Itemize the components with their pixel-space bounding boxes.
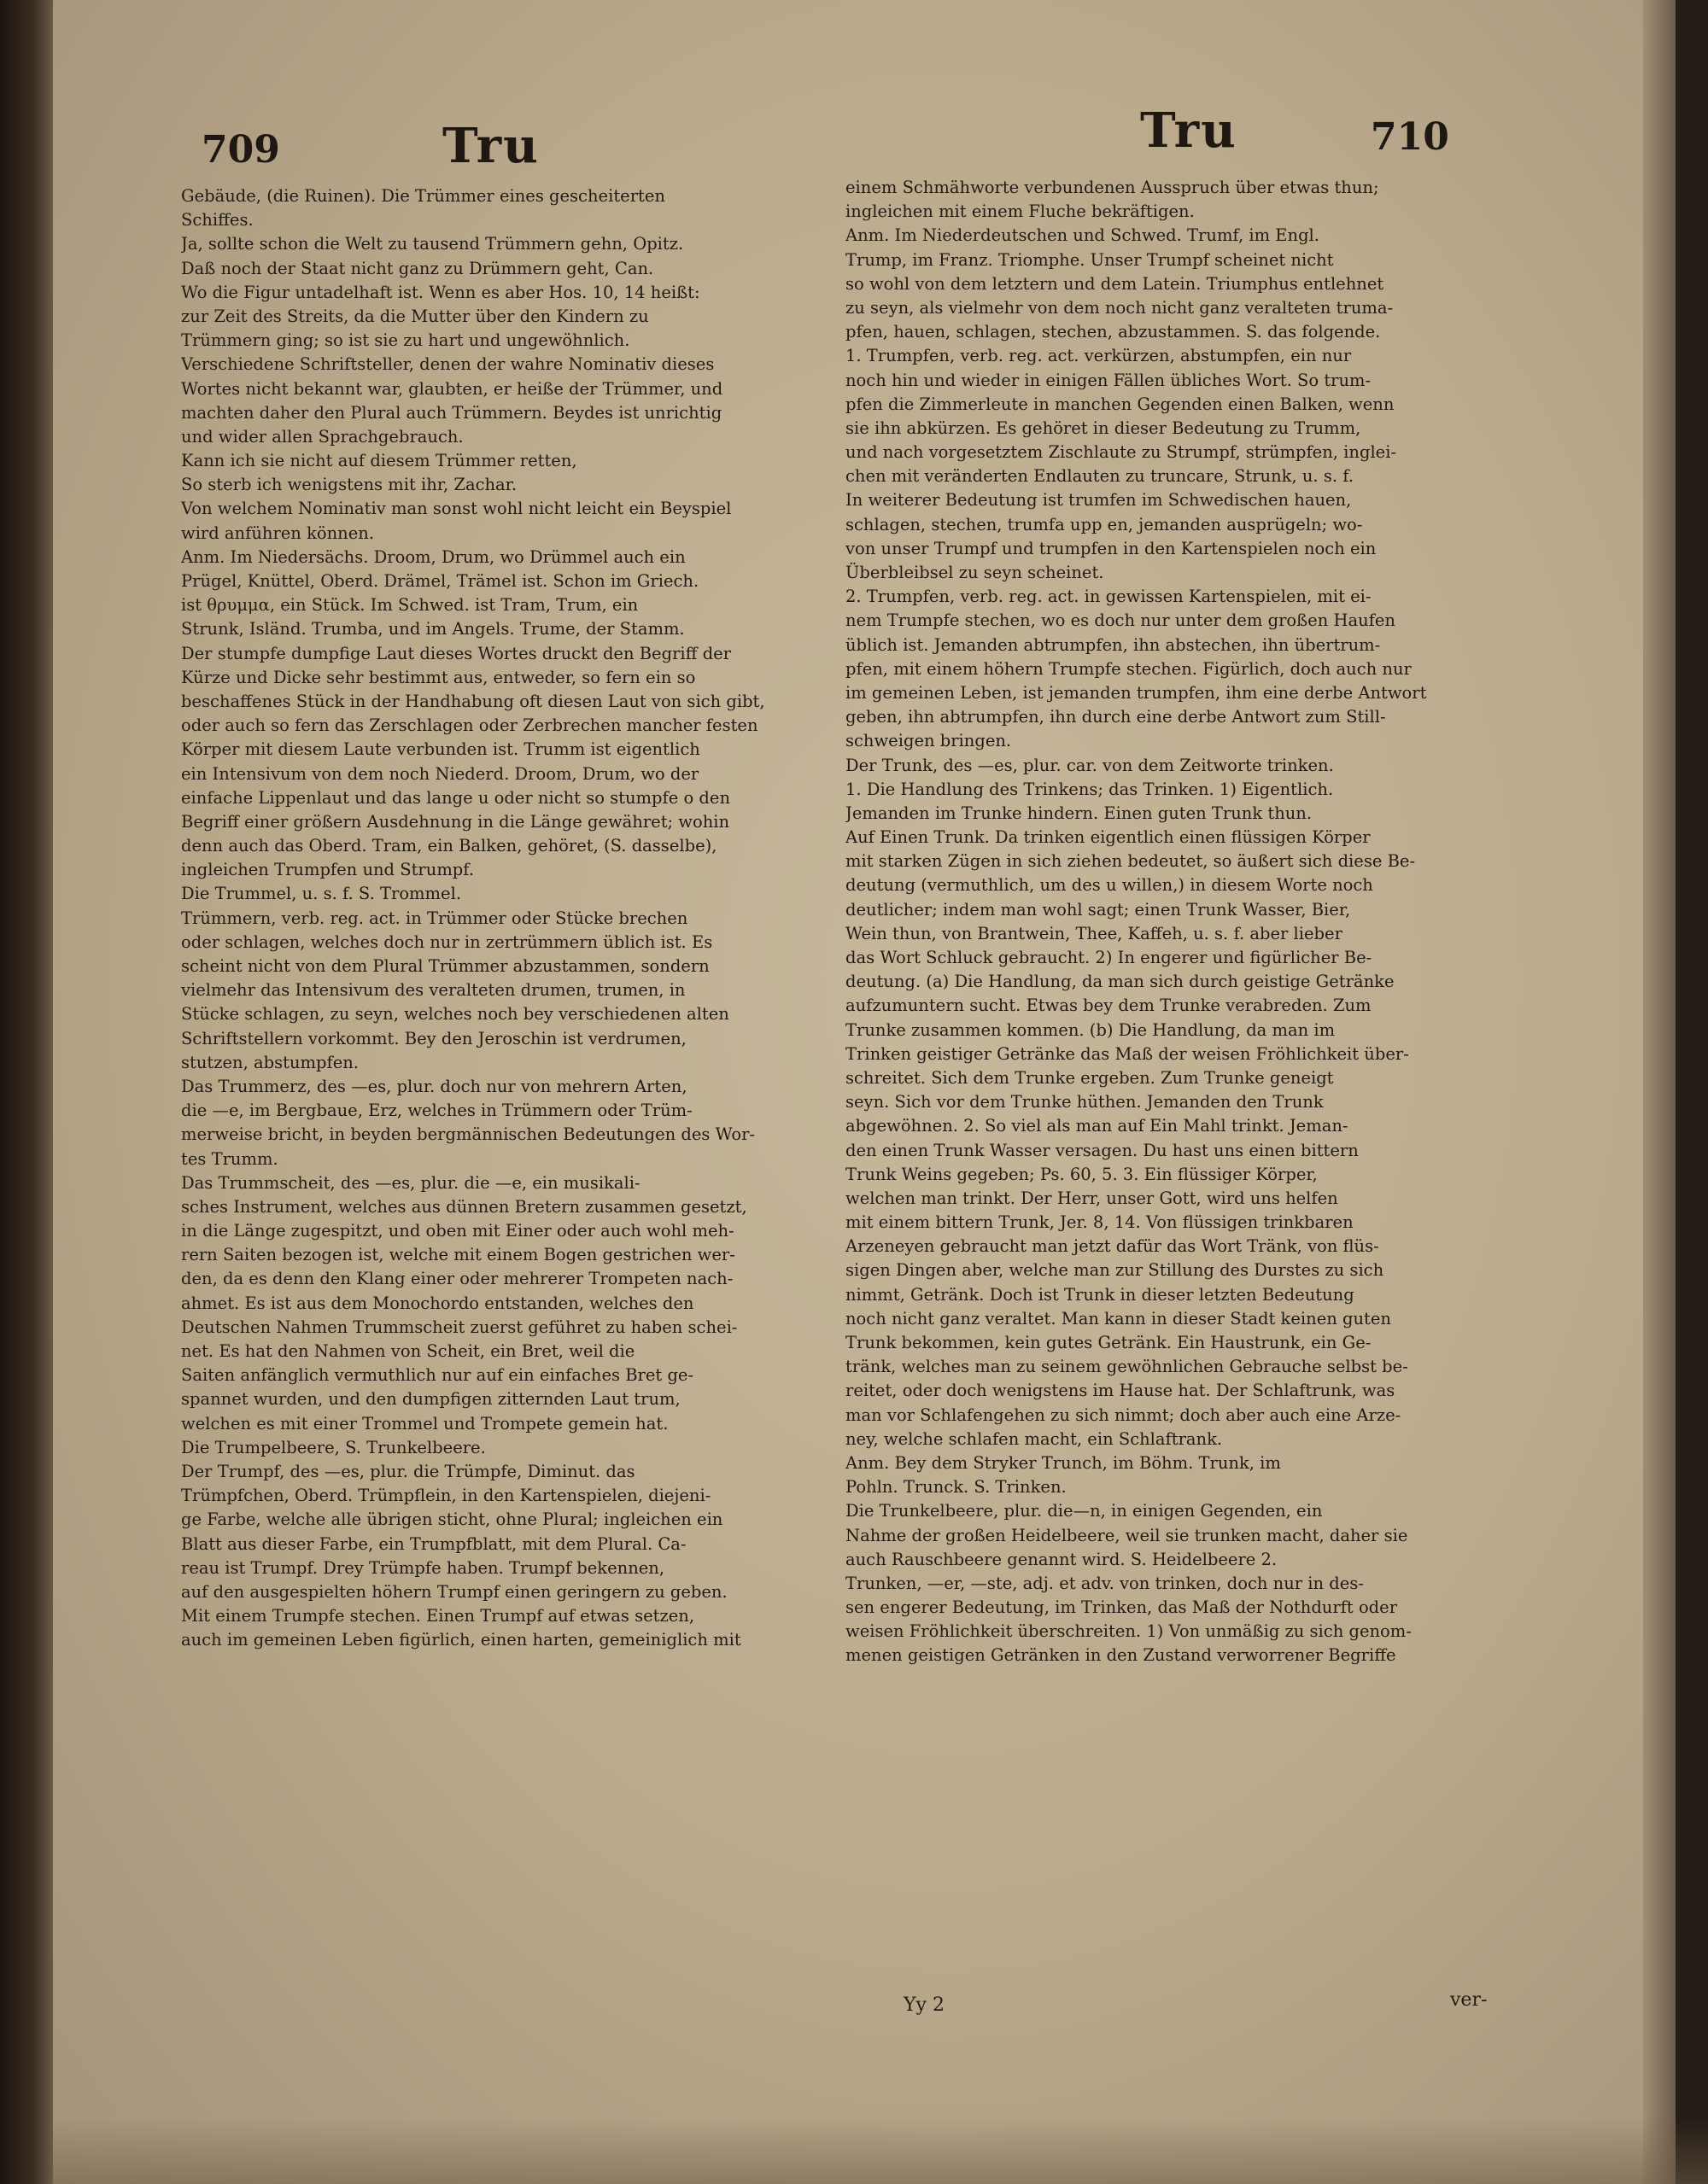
text-line: Trümmern, verb. reg. act. in Trümmer oder Stücke brechen xyxy=(181,908,688,928)
text-line: Anm. Im Niedersächs. Droom, Drum, wo Drümmel auch ein xyxy=(181,546,686,567)
text-line: Von welchem Nominativ man sonst wohl nicht leicht ein Beyspiel xyxy=(181,499,732,519)
text-line: auf den ausgespielten höhern Trumpf einen geringern zu geben. xyxy=(181,1581,728,1602)
text-line: auch Rauschbeere genannt wird. S. Heidelbeere 2. xyxy=(845,1549,1278,1569)
text-line: Wein thun, von Brantwein, Thee, Kaffeh, u. s. f. aber lieber xyxy=(845,923,1342,943)
text-line: pfen die Zimmerleute in manchen Gegenden einen Balken, wenn xyxy=(845,394,1395,414)
text-line: Jemanden im Trunke hindern. Einen guten Trunk thun. xyxy=(845,803,1313,823)
text-line: reau ist Trumpf. Drey Trümpfe haben. Trumpf bekennen, xyxy=(181,1557,665,1578)
text-line: Körper mit diesem Laute verbunden ist. Trumm ist eigentlich xyxy=(181,739,700,760)
text-line: Wo die Figur untadelhaft ist. Wenn es aber Hos. 10, 14 heißt: xyxy=(181,282,700,302)
text-line: Wortes nicht bekannt war, glaubten, er heiße der Trümmer, und xyxy=(181,378,723,399)
text-line: Trunken, —er, —ste, adj. et adv. von trinken, doch nur in des- xyxy=(845,1573,1364,1593)
text-line: schlagen, stechen, trumfa upp en, jemanden ausprügeln; wo- xyxy=(845,514,1363,534)
text-line: welchen man trinkt. Der Herr, unser Gott, wird uns helfen xyxy=(845,1188,1338,1208)
text-line: Strunk, Isländ. Trumba, und im Angels. Trume, der Stamm. xyxy=(181,619,685,639)
text-line: Arzeneyen gebraucht man jetzt dafür das Wort Tränk, von flüs- xyxy=(845,1236,1379,1257)
right-running-head: Tru xyxy=(1140,102,1237,159)
text-line: seyn. Sich vor dem Trunke hüthen. Jemanden den Trunk xyxy=(845,1092,1324,1112)
text-line: man vor Schlafengehen zu sich nimmt; doch aber auch eine Arze- xyxy=(845,1404,1401,1425)
text-line: Ja, sollte schon die Welt zu tausend Trümmern gehn, Opitz. xyxy=(181,234,684,254)
text-line: Trump, im Franz. Triomphe. Unser Trumpf scheinet nicht xyxy=(845,249,1334,270)
text-line: reitet, oder doch wenigstens im Hause hat. Der Schlaftrunk, was xyxy=(845,1381,1395,1401)
text-line: weisen Fröhlichkeit überschreiten. 1) Von unmäßig zu sich genom- xyxy=(845,1621,1412,1642)
text-line: chen mit veränderten Endlauten zu truncare, Strunk, u. s. f. xyxy=(845,466,1354,487)
catchword: ver- xyxy=(1450,1989,1488,2011)
signature-mark: Yy 2 xyxy=(904,1994,945,2016)
text-line: Die Trummel, u. s. f. S. Trommel. xyxy=(181,884,462,904)
text-line: Auf Einen Trunk. Da trinken eigentlich einen flüssigen Körper xyxy=(845,827,1371,848)
left-text-column xyxy=(181,184,839,1652)
text-line: Schriftstellern vorkommt. Bey den Jeroschin ist verdrumen, xyxy=(181,1028,687,1048)
text-line: Kürze und Dicke sehr bestimmt aus, entweder, so fern ein so xyxy=(181,667,696,687)
text-line: merweise bricht, in beyden bergmännischen Bedeutungen des Wor- xyxy=(181,1124,755,1145)
text-line: nem Trumpfe stechen, wo es doch nur unter dem großen Haufen xyxy=(845,610,1395,631)
text-line: nimmt, Getränk. Doch ist Trunk in dieser letzten Bedeutung xyxy=(845,1284,1354,1305)
text-line: Anm. Bey dem Stryker Trunch, im Böhm. Trunk, im xyxy=(845,1452,1281,1473)
text-line: In weiterer Bedeutung ist trumfen im Schwedischen hauen, xyxy=(845,490,1352,511)
text-line: Die Trunkelbeere, plur. die—n, in einigen Gegenden, ein xyxy=(845,1501,1323,1521)
text-line: üblich ist. Jemanden abtrumpfen, ihn abstechen, ihn übertrum- xyxy=(845,634,1381,655)
text-line: vielmehr das Intensivum des veralteten drumen, trumen, in xyxy=(181,980,686,1001)
text-line: Begriff einer größern Ausdehnung in die Länge gewähret; wohin xyxy=(181,811,730,832)
text-line: Daß noch der Staat nicht ganz zu Drümmern geht, Can. xyxy=(181,258,654,278)
text-line: Trunk bekommen, kein gutes Getränk. Ein Haustrunk, ein Ge- xyxy=(845,1333,1372,1352)
text-line: 1. Trumpfen, verb. reg. act. verkürzen, abstumpfen, ein nur xyxy=(845,346,1352,366)
text-line: Der Trumpf, des —es, plur. die Trümpfe, Diminut. das xyxy=(181,1461,635,1481)
text-line: im gemeinen Leben, ist jemanden trumpfen, ihm eine derbe Antwort xyxy=(845,682,1427,703)
text-line: stutzen, abstumpfen. xyxy=(181,1052,360,1072)
text-line: Pohln. Trunck. S. Trinken. xyxy=(845,1477,1067,1498)
text-line: einfache Lippenlaut und das lange u oder nicht so stumpfe o den xyxy=(181,787,731,808)
text-line: zur Zeit des Streits, da die Mutter über den Kindern zu xyxy=(181,306,649,326)
text-line: einem Schmähworte verbundenen Ausspruch über etwas thun; xyxy=(845,178,1379,197)
text-line: scheint nicht von dem Plural Trümmer abzustammen, sondern xyxy=(181,956,710,976)
text-line: und nach vorgesetztem Zischlaute zu Strumpf, strümpfen, inglei- xyxy=(845,442,1397,463)
left-running-head: Tru xyxy=(442,118,540,174)
text-line: pfen, mit einem höhern Trumpfe stechen. Figürlich, doch auch nur xyxy=(845,658,1412,679)
text-line: Saiten anfänglich vermuthlich nur auf ein einfaches Bret ge- xyxy=(181,1365,694,1386)
text-line: schweigen bringen. xyxy=(845,731,1012,751)
text-line: 2. Trumpfen, verb. reg. act. in gewissen Kartenspielen, mit ei- xyxy=(845,587,1372,607)
text-line: auch im gemeinen Leben figürlich, einen harten, gemeiniglich mit xyxy=(181,1630,741,1650)
text-line: sches Instrument, welches aus dünnen Bretern zusammen gesetzt, xyxy=(181,1196,747,1217)
text-line: wird anführen können. xyxy=(181,523,375,543)
text-line: Prügel, Knüttel, Oberd. Drämel, Trämel ist. Schon im Griech. xyxy=(181,571,699,591)
text-line: die —e, im Bergbaue, Erz, welches in Trümmern oder Trüm- xyxy=(181,1101,693,1121)
text-line: und wider allen Sprachgebrauch. xyxy=(181,426,464,447)
text-line: denn auch das Oberd. Tram, ein Balken, gehöret, (S. dasselbe), xyxy=(181,836,717,856)
text-line: mit starken Zügen in sich ziehen bedeutet, so äußert sich diese Be- xyxy=(845,851,1416,872)
text-line: ge Farbe, welche alle übrigen sticht, ohne Plural; ingleichen ein xyxy=(181,1510,723,1530)
text-line: den, da es denn den Klang einer oder mehrerer Trompeten nach- xyxy=(181,1269,734,1289)
text-line: welchen es mit einer Trommel und Trompete gemein hat. xyxy=(181,1413,669,1434)
text-line: Die Trumpelbeere, S. Trunkelbeere. xyxy=(181,1437,486,1457)
page-edge-shadow xyxy=(1643,0,1676,2184)
text-line: net. Es hat den Nahmen von Scheit, ein Bret, weil die xyxy=(181,1341,635,1361)
text-line: 1. Die Handlung des Trinkens; das Trinken. 1) Eigentlich. xyxy=(845,779,1334,799)
text-line: ingleichen mit einem Fluche bekräftigen. xyxy=(845,201,1195,222)
page-bottom-shadow xyxy=(53,2117,1708,2184)
text-line: ein Intensivum von dem noch Niederd. Droom, Drum, wo der xyxy=(181,763,699,784)
text-line: Das Trummscheit, des —es, plur. die —e, ein musikali- xyxy=(181,1172,640,1193)
text-line: spannet wurden, und den dumpfigen zitternden Laut trum, xyxy=(181,1389,681,1410)
text-line: sie ihn abkürzen. Es gehöret in dieser Bedeutung zu Trumm, xyxy=(845,418,1361,438)
text-line: menen geistigen Getränken in den Zustand verworrener Begriffe xyxy=(845,1645,1396,1666)
text-line: Blatt aus dieser Farbe, ein Trumpfblatt, mit dem Plural. Ca- xyxy=(181,1533,687,1554)
text-line: tränk, welches man zu seinem gewöhnlichen Gebrauche selbst be- xyxy=(845,1357,1408,1377)
text-line: Trunk Weins gegeben; Ps. 60, 5. 3. Ein flüssiger Körper, xyxy=(845,1164,1318,1184)
text-line: deutung. (a) Die Handlung, da man sich durch geistige Getränke xyxy=(845,972,1395,992)
text-line: Mit einem Trumpfe stechen. Einen Trumpf auf etwas setzen, xyxy=(181,1606,695,1626)
text-line: mit einem bittern Trunk, Jer. 8, 14. Von flüssigen trinkbaren xyxy=(845,1212,1354,1233)
left-page-number: 709 xyxy=(202,128,280,172)
text-line: oder schlagen, welches doch nur in zertrümmern üblich ist. Es xyxy=(181,931,713,952)
text-line: Kann ich sie nicht auf diesem Trümmer retten, xyxy=(181,451,577,471)
text-line: sen engerer Bedeutung, im Trinken, das Maß der Nothdurft oder xyxy=(845,1597,1398,1618)
text-line: Nahme der großen Heidelbeere, weil sie trunken macht, daher sie xyxy=(845,1525,1408,1545)
text-line: Trinken geistiger Getränke das Maß der weisen Fröhlichkeit über- xyxy=(845,1043,1409,1064)
text-line: pfen, hauen, schlagen, stechen, abzustammen. S. das folgende. xyxy=(845,322,1381,342)
text-line: Schiffes. xyxy=(181,210,254,231)
text-line: sigen Dingen aber, welche man zur Stillung des Durstes zu sich xyxy=(845,1260,1384,1281)
text-line: ingleichen Trumpfen und Strumpf. xyxy=(181,860,475,880)
text-line: Das Trummerz, des —es, plur. doch nur von mehrern Arten, xyxy=(181,1076,687,1096)
text-line: deutung (vermuthlich, um des u willen,) in diesem Worte noch xyxy=(845,875,1373,896)
text-line: zu seyn, als vielmehr von dem noch nicht ganz veralteten truma- xyxy=(845,297,1394,318)
text-line: Der stumpfe dumpfige Laut dieses Wortes druckt den Begriff der xyxy=(181,643,732,663)
text-line: abgewöhnen. 2. So viel als man auf Ein Mahl trinkt. Jeman- xyxy=(845,1116,1348,1136)
text-line: so wohl von dem letztern und dem Latein. Triumphus entlehnet xyxy=(845,273,1384,294)
text-line: Deutschen Nahmen Trummscheit zuerst geführet zu haben schei- xyxy=(181,1317,738,1337)
book-gutter-shadow xyxy=(0,0,60,2184)
text-line: Überbleibsel zu seyn scheinet. xyxy=(845,563,1104,582)
text-line: Trümpfchen, Oberd. Trümpflein, in den Kartenspielen, diejeni- xyxy=(181,1486,711,1506)
text-line: Stücke schlagen, zu seyn, welches noch bey verschiedenen alten xyxy=(181,1004,729,1025)
text-line: schreitet. Sich dem Trunke ergeben. Zum Trunke geneigt xyxy=(845,1067,1334,1088)
text-line: ney, welche schlafen macht, ein Schlaftrank. xyxy=(845,1428,1223,1449)
text-line: Anm. Im Niederdeutschen und Schwed. Trumf, im Engl. xyxy=(845,225,1319,246)
text-line: noch nicht ganz veraltet. Man kann in dieser Stadt keinen guten xyxy=(845,1308,1391,1329)
text-line: So sterb ich wenigstens mit ihr, Zachar. xyxy=(181,475,518,495)
text-line: Verschiedene Schriftsteller, denen der wahre Nominativ dieses xyxy=(181,354,715,375)
text-line: Gebäude, (die Ruinen). Die Trümmer eines gescheiterten xyxy=(181,186,665,206)
right-text-column xyxy=(845,176,1494,1668)
text-line: geben, ihn abtrumpfen, ihn durch eine derbe Antwort zum Still- xyxy=(845,707,1386,727)
text-line: den einen Trunk Wasser versagen. Du hast uns einen bittern xyxy=(845,1140,1359,1160)
text-line: tes Trumm. xyxy=(181,1148,278,1169)
text-line: von unser Trumpf und trumpfen in den Kartenspielen noch ein xyxy=(845,538,1377,558)
text-line: Der Trunk, des —es, plur. car. von dem Zeitworte trinken. xyxy=(845,755,1334,775)
text-line: deutlicher; indem man wohl sagt; einen Trunk Wasser, Bier, xyxy=(845,899,1351,920)
text-line: rern Saiten bezogen ist, welche mit einem Bogen gestrichen wer- xyxy=(181,1245,735,1265)
text-line: oder auch so fern das Zerschlagen oder Zerbrechen mancher festen xyxy=(181,715,758,736)
text-line: noch hin und wieder in einigen Fällen übliches Wort. So trum- xyxy=(845,370,1372,390)
text-line: in die Länge zugespitzt, und oben mit Einer oder auch wohl meh- xyxy=(181,1221,734,1241)
text-line: das Wort Schluck gebraucht. 2) In engerer und figürlicher Be- xyxy=(845,948,1372,967)
text-line: aufzumuntern sucht. Etwas bey dem Trunke verabreden. Zum xyxy=(845,996,1372,1016)
right-page-number: 710 xyxy=(1371,115,1449,159)
text-line: ist θρυμμα, ein Stück. Im Schwed. ist Tram, Trum, ein xyxy=(181,595,639,616)
text-line: Trunke zusammen kommen. (b) Die Handlung, da man im xyxy=(845,1019,1336,1040)
text-line: beschaffenes Stück in der Handhabung oft diesen Laut von sich gibt, xyxy=(181,691,765,711)
text-line: machten daher den Plural auch Trümmern. Beydes ist unrichtig xyxy=(181,402,722,423)
text-line: Trümmern ging; so ist sie zu hart und ungewöhnlich. xyxy=(181,330,630,351)
text-line: ahmet. Es ist aus dem Monochordo entstanden, welches den xyxy=(181,1293,694,1313)
